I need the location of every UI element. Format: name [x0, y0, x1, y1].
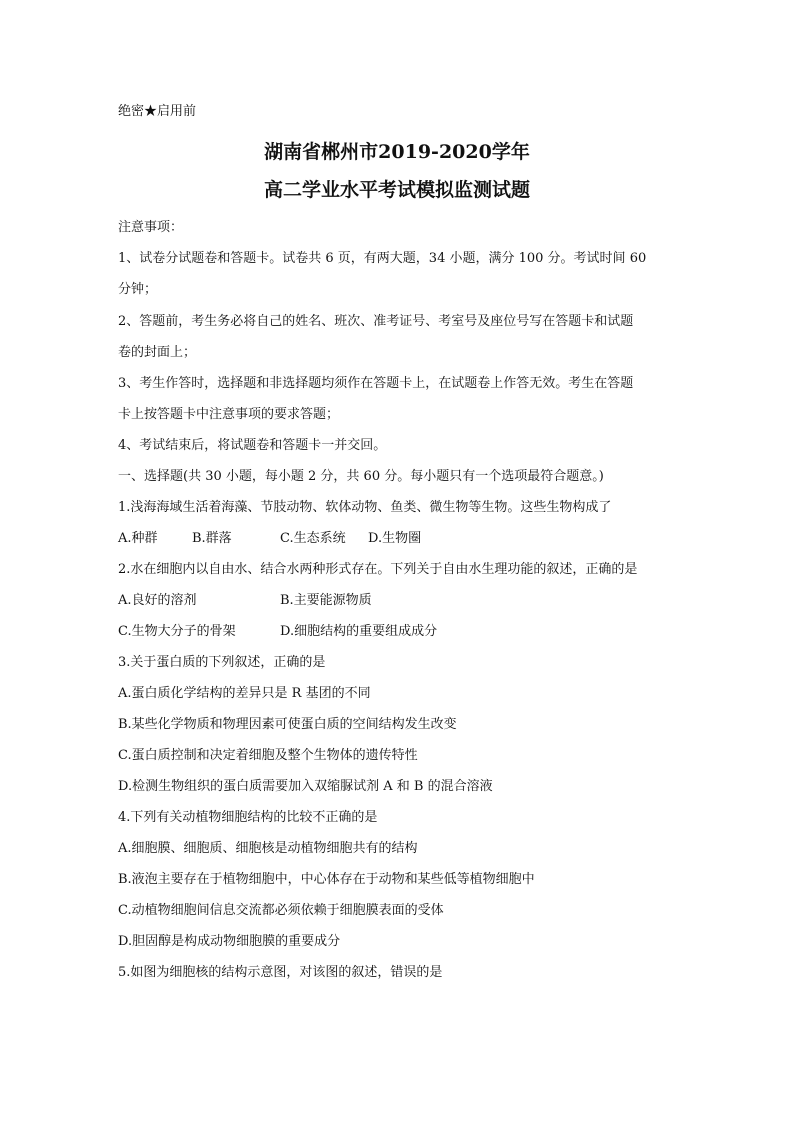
option-d: D.检测生物组织的蛋白质需要加入双缩脲试剂 A 和 B 的混合溶液	[118, 779, 493, 794]
question-1-options	[118, 531, 421, 547]
section-heading: 一、选择题(共 30 小题，每小题 2 分，共 60 分。每小题只有一个选项最符合题意。)	[118, 469, 604, 484]
question-3-stem: 3.关于蛋白质的下列叙述，正确的是	[118, 655, 326, 670]
option-d: D.生物圈	[368, 531, 422, 546]
exam-title-line1: 湖南省郴州市2019-2020学年	[264, 141, 530, 163]
option-b: B.液泡主要存在于植物细胞中，中心体存在于动物和某些低等植物细胞中	[118, 872, 535, 887]
question-5-stem: 5.如图为细胞核的结构示意图，对该图的叙述，错误的是	[118, 965, 443, 980]
question-2-stem: 2.水在细胞内以自由水、结合水两种形式存在。下列关于自由水生理功能的叙述，正确的是	[118, 562, 638, 577]
notice-item-4: 4、考试结束后，将试题卷和答题卡一并交回。	[118, 438, 387, 453]
option-b: B.群落	[192, 531, 232, 546]
notice-heading: 注意事项：	[118, 220, 184, 235]
option-c: C.蛋白质控制和决定着细胞及整个生物体的遗传特性	[118, 748, 418, 763]
question-2-options-cd	[118, 624, 437, 640]
notice-item-1-cont: 分钟；	[118, 282, 158, 297]
option-a: A.种群	[118, 531, 158, 546]
question-4-stem: 4.下列有关动植物细胞结构的比较不正确的是	[118, 810, 378, 825]
option-a: A.细胞膜、细胞质、细胞核是动植物细胞共有的结构	[118, 841, 418, 856]
notice-item-1: 1、试卷分试题卷和答题卡。试卷共 6 页，有两大题，34 小题，满分 100 分。考试时间 60	[118, 251, 647, 266]
option-a: A.蛋白质化学结构的差异只是 R 基团的不同	[118, 686, 371, 701]
option-b: B.主要能源物质	[280, 593, 372, 608]
notice-item-3: 3、考生作答时，选择题和非选择题均须作在答题卡上，在试题卷上作答无效。考生在答题	[118, 376, 634, 391]
notice-item-2-cont: 卷的封面上；	[118, 345, 197, 360]
option-d: D.胆固醇是构成动物细胞膜的重要成分	[118, 934, 341, 949]
secret-mark: 绝密★启用前	[118, 104, 197, 119]
question-1-stem: 1.浅海海域生活着海藻、节肢动物、软体动物、鱼类、微生物等生物。这些生物构成了	[118, 500, 612, 515]
option-c: C.生物大分子的骨架	[118, 624, 236, 639]
option-a: A.良好的溶剂	[118, 593, 197, 608]
notice-item-3-cont: 卡上按答题卡中注意事项的要求答题；	[118, 407, 340, 422]
exam-title-line2: 高二学业水平考试模拟监测试题	[263, 179, 530, 201]
option-c: C.生态系统	[280, 531, 346, 546]
notice-item-2: 2、答题前，考生务必将自己的姓名、班次、准考证号、考室号及座位号写在答题卡和试题	[118, 314, 634, 329]
option-c: C.动植物细胞间信息交流都必须依赖于细胞膜表面的受体	[118, 903, 444, 918]
option-d: D.细胞结构的重要组成成分	[280, 624, 438, 639]
option-b: B.某些化学物质和物理因素可使蛋白质的空间结构发生改变	[118, 717, 457, 732]
question-2-options-ab	[118, 593, 372, 609]
